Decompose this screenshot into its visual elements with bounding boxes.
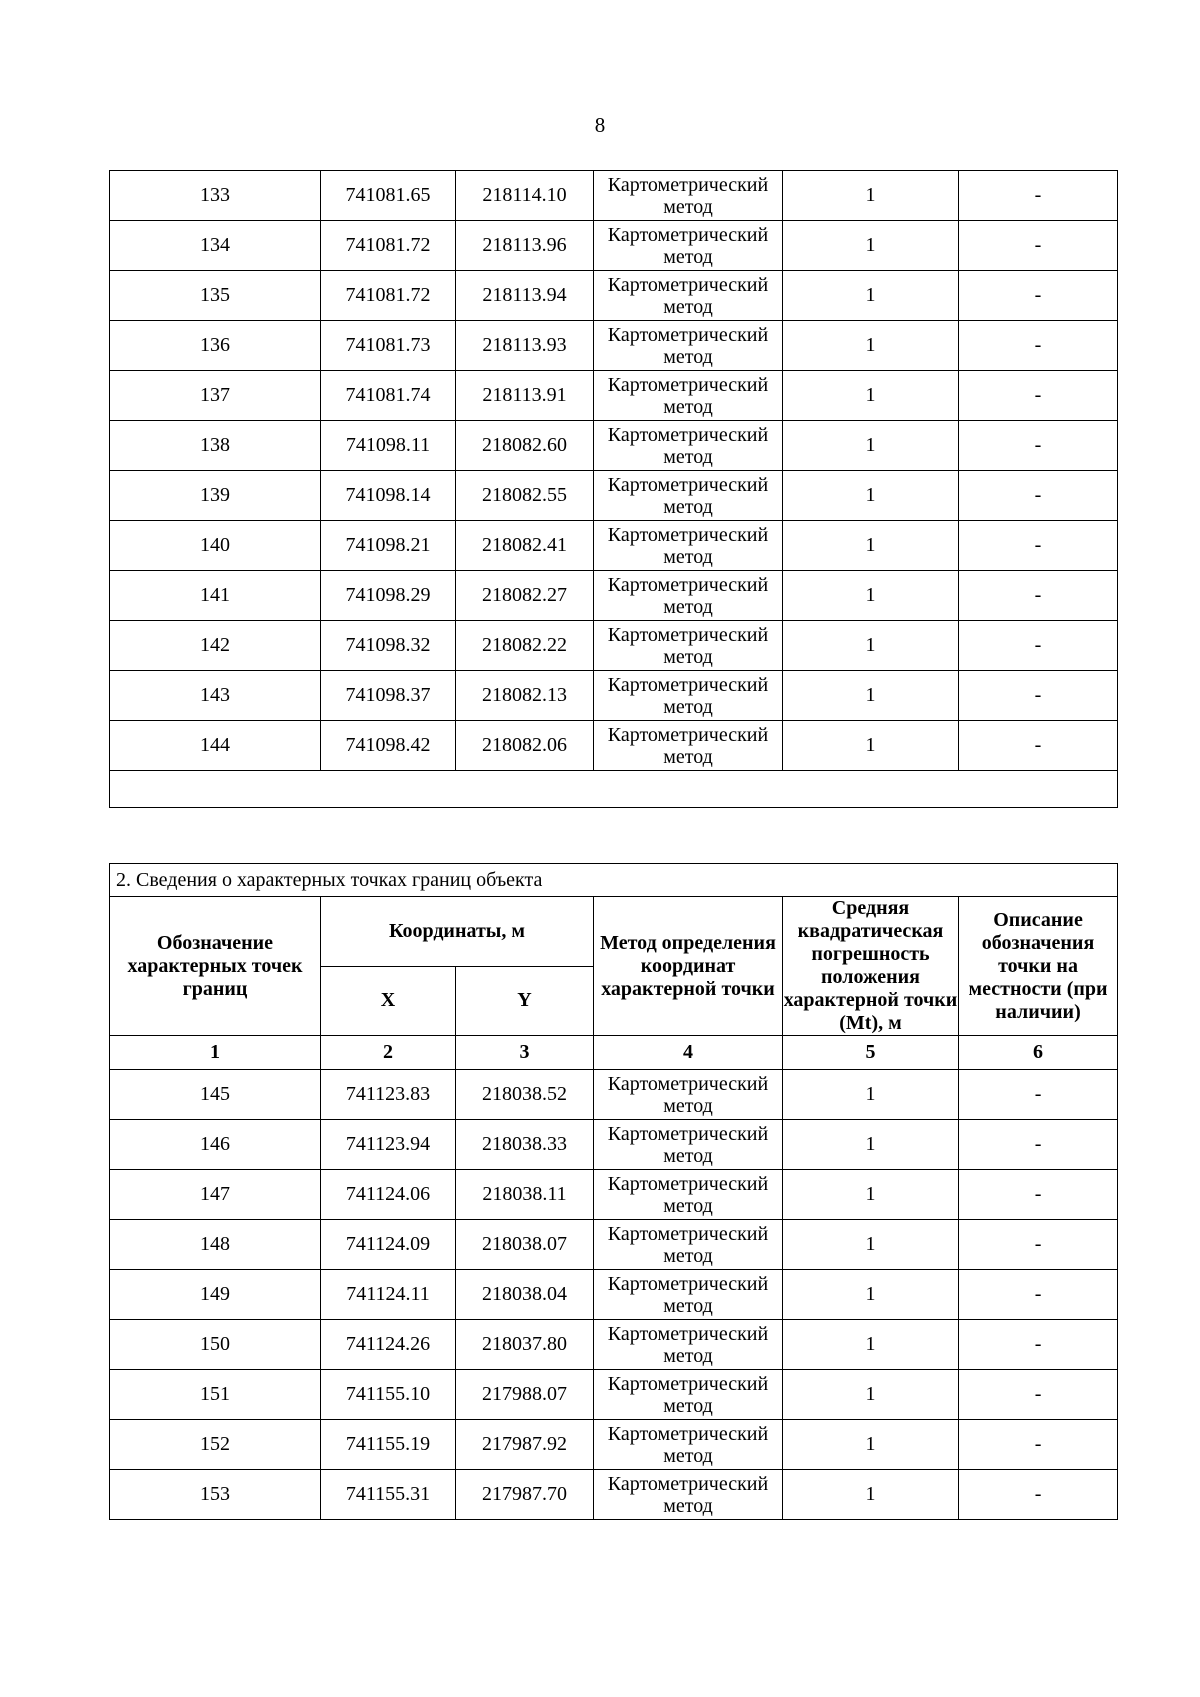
point-id-cell: 136 xyxy=(110,321,321,371)
point-id-cell: 135 xyxy=(110,271,321,321)
point-id-cell: 149 xyxy=(110,1270,321,1320)
mt-cell: 1 xyxy=(783,271,959,321)
method-cell: Картометрический метод xyxy=(594,1320,783,1370)
mt-cell: 1 xyxy=(783,721,959,771)
point-id-cell: 145 xyxy=(110,1070,321,1120)
header-y: Y xyxy=(456,966,594,1036)
y-coordinate-cell: 218038.11 xyxy=(456,1170,594,1220)
description-cell: - xyxy=(959,1070,1118,1120)
y-coordinate-cell: 218038.52 xyxy=(456,1070,594,1120)
method-cell: Картометрический метод xyxy=(594,1270,783,1320)
y-coordinate-cell: 218082.13 xyxy=(456,671,594,721)
mt-cell: 1 xyxy=(783,221,959,271)
table-row xyxy=(110,571,1118,621)
point-id-cell: 151 xyxy=(110,1370,321,1420)
description-cell: - xyxy=(959,1420,1118,1470)
table-row xyxy=(110,471,1118,521)
header-coordinates: Координаты, м xyxy=(321,897,594,967)
description-cell: - xyxy=(959,1320,1118,1370)
mt-cell: 1 xyxy=(783,1270,959,1320)
y-coordinate-cell: 218082.27 xyxy=(456,571,594,621)
x-coordinate-cell: 741098.14 xyxy=(321,471,456,521)
method-cell: Картометрический метод xyxy=(594,1370,783,1420)
y-coordinate-cell: 218113.96 xyxy=(456,221,594,271)
table-row xyxy=(110,271,1118,321)
method-cell: Картометрический метод xyxy=(594,1220,783,1270)
table-row xyxy=(110,671,1118,721)
mt-cell: 1 xyxy=(783,1170,959,1220)
y-coordinate-cell: 218082.06 xyxy=(456,721,594,771)
table-row xyxy=(110,1470,1118,1520)
y-coordinate-cell: 217987.70 xyxy=(456,1470,594,1520)
method-cell: Картометрический метод xyxy=(594,321,783,371)
method-cell: Картометрический метод xyxy=(594,721,783,771)
x-coordinate-cell: 741081.74 xyxy=(321,371,456,421)
y-coordinate-cell: 218082.60 xyxy=(456,421,594,471)
blank-row xyxy=(110,771,1118,808)
y-coordinate-cell: 218113.91 xyxy=(456,371,594,421)
point-id-cell: 138 xyxy=(110,421,321,471)
y-coordinate-cell: 218038.33 xyxy=(456,1120,594,1170)
x-coordinate-cell: 741081.65 xyxy=(321,171,456,221)
x-coordinate-cell: 741124.11 xyxy=(321,1270,456,1320)
table-row xyxy=(110,171,1118,221)
point-id-cell: 137 xyxy=(110,371,321,421)
point-id-cell: 146 xyxy=(110,1120,321,1170)
description-cell: - xyxy=(959,471,1118,521)
point-id-cell: 148 xyxy=(110,1220,321,1270)
column-number: 1 xyxy=(110,1036,321,1070)
description-cell: - xyxy=(959,671,1118,721)
description-cell: - xyxy=(959,621,1118,671)
x-coordinate-cell: 741155.31 xyxy=(321,1470,456,1520)
mt-cell: 1 xyxy=(783,371,959,421)
mt-cell: 1 xyxy=(783,1420,959,1470)
description-cell: - xyxy=(959,1170,1118,1220)
method-cell: Картометрический метод xyxy=(594,421,783,471)
method-cell: Картометрический метод xyxy=(594,1120,783,1170)
y-coordinate-cell: 218082.55 xyxy=(456,471,594,521)
x-coordinate-cell: 741155.10 xyxy=(321,1370,456,1420)
table-row xyxy=(110,1070,1118,1120)
method-cell: Картометрический метод xyxy=(594,1070,783,1120)
mt-cell: 1 xyxy=(783,1320,959,1370)
x-coordinate-cell: 741124.06 xyxy=(321,1170,456,1220)
blank-cell xyxy=(110,771,1118,808)
x-coordinate-cell: 741123.83 xyxy=(321,1070,456,1120)
mt-cell: 1 xyxy=(783,1070,959,1120)
point-id-cell: 141 xyxy=(110,571,321,621)
mt-cell: 1 xyxy=(783,521,959,571)
column-number: 5 xyxy=(783,1036,959,1070)
boundary-points-table xyxy=(109,863,1118,1520)
x-coordinate-cell: 741155.19 xyxy=(321,1420,456,1470)
description-cell: - xyxy=(959,321,1118,371)
table-row xyxy=(110,1320,1118,1370)
point-id-cell: 143 xyxy=(110,671,321,721)
column-number: 4 xyxy=(594,1036,783,1070)
y-coordinate-cell: 218114.10 xyxy=(456,171,594,221)
section-title: 2. Сведения о характерных точках границ объекта xyxy=(110,864,1118,897)
table-row xyxy=(110,1170,1118,1220)
mt-cell: 1 xyxy=(783,671,959,721)
method-cell: Картометрический метод xyxy=(594,471,783,521)
mt-cell: 1 xyxy=(783,1120,959,1170)
point-id-cell: 140 xyxy=(110,521,321,571)
method-cell: Картометрический метод xyxy=(594,621,783,671)
description-cell: - xyxy=(959,1220,1118,1270)
header-description: Описание обозначения точки на местности (при наличии) xyxy=(959,897,1118,1036)
column-number: 2 xyxy=(321,1036,456,1070)
method-cell: Картометрический метод xyxy=(594,571,783,621)
description-cell: - xyxy=(959,171,1118,221)
y-coordinate-cell: 218082.22 xyxy=(456,621,594,671)
x-coordinate-cell: 741098.11 xyxy=(321,421,456,471)
description-cell: - xyxy=(959,721,1118,771)
boundary-points-table-continued xyxy=(109,170,1118,808)
x-coordinate-cell: 741098.21 xyxy=(321,521,456,571)
x-coordinate-cell: 741081.73 xyxy=(321,321,456,371)
description-cell: - xyxy=(959,1370,1118,1420)
method-cell: Картометрический метод xyxy=(594,1420,783,1470)
x-coordinate-cell: 741098.37 xyxy=(321,671,456,721)
table-row xyxy=(110,1120,1118,1170)
description-cell: - xyxy=(959,1470,1118,1520)
header-method: Метод определения координат характерной точки xyxy=(594,897,783,1036)
mt-cell: 1 xyxy=(783,421,959,471)
table-row xyxy=(110,371,1118,421)
description-cell: - xyxy=(959,371,1118,421)
table-row xyxy=(110,1420,1118,1470)
y-coordinate-cell: 218038.07 xyxy=(456,1220,594,1270)
table-row xyxy=(110,1270,1118,1320)
point-id-cell: 150 xyxy=(110,1320,321,1370)
table-row xyxy=(110,221,1118,271)
mt-cell: 1 xyxy=(783,571,959,621)
y-coordinate-cell: 218037.80 xyxy=(456,1320,594,1370)
table-row xyxy=(110,1220,1118,1270)
method-cell: Картометрический метод xyxy=(594,371,783,421)
point-id-cell: 133 xyxy=(110,171,321,221)
header-mt: Средняя квадратическая погрешность положения характерной точки (Mt), м xyxy=(783,897,958,1034)
point-id-cell: 147 xyxy=(110,1170,321,1220)
page-number: 8 xyxy=(594,113,606,137)
column-number: 3 xyxy=(456,1036,594,1070)
method-cell: Картометрический метод xyxy=(594,521,783,571)
x-coordinate-cell: 741124.26 xyxy=(321,1320,456,1370)
method-cell: Картометрический метод xyxy=(594,271,783,321)
point-id-cell: 152 xyxy=(110,1420,321,1470)
method-cell: Картометрический метод xyxy=(594,671,783,721)
y-coordinate-cell: 218113.94 xyxy=(456,271,594,321)
mt-cell: 1 xyxy=(783,621,959,671)
method-cell: Картометрический метод xyxy=(594,1170,783,1220)
description-cell: - xyxy=(959,221,1118,271)
mt-cell: 1 xyxy=(783,321,959,371)
x-coordinate-cell: 741124.09 xyxy=(321,1220,456,1270)
mt-cell: 1 xyxy=(783,1220,959,1270)
method-cell: Картометрический метод xyxy=(594,221,783,271)
x-coordinate-cell: 741081.72 xyxy=(321,271,456,321)
table-row xyxy=(110,621,1118,671)
header-x: X xyxy=(321,966,456,1036)
table-row xyxy=(110,721,1118,771)
x-coordinate-cell: 741123.94 xyxy=(321,1120,456,1170)
mt-cell: 1 xyxy=(783,1370,959,1420)
table-row xyxy=(110,1370,1118,1420)
x-coordinate-cell: 741098.29 xyxy=(321,571,456,621)
y-coordinate-cell: 218038.04 xyxy=(456,1270,594,1320)
table-row xyxy=(110,321,1118,371)
point-id-cell: 134 xyxy=(110,221,321,271)
description-cell: - xyxy=(959,271,1118,321)
y-coordinate-cell: 218113.93 xyxy=(456,321,594,371)
y-coordinate-cell: 217987.92 xyxy=(456,1420,594,1470)
method-cell: Картометрический метод xyxy=(594,171,783,221)
description-cell: - xyxy=(959,1120,1118,1170)
header-designation: Обозначение характерных точек границ xyxy=(110,897,321,1036)
point-id-cell: 153 xyxy=(110,1470,321,1520)
table-row xyxy=(110,421,1118,471)
point-id-cell: 142 xyxy=(110,621,321,671)
column-number: 6 xyxy=(959,1036,1118,1070)
x-coordinate-cell: 741098.32 xyxy=(321,621,456,671)
mt-cell: 1 xyxy=(783,471,959,521)
description-cell: - xyxy=(959,421,1118,471)
mt-cell: 1 xyxy=(783,171,959,221)
y-coordinate-cell: 218082.41 xyxy=(456,521,594,571)
method-cell: Картометрический метод xyxy=(594,1470,783,1520)
description-cell: - xyxy=(959,521,1118,571)
description-cell: - xyxy=(959,571,1118,621)
description-cell: - xyxy=(959,1270,1118,1320)
x-coordinate-cell: 741081.72 xyxy=(321,221,456,271)
y-coordinate-cell: 217988.07 xyxy=(456,1370,594,1420)
point-id-cell: 139 xyxy=(110,471,321,521)
table-row xyxy=(110,521,1118,571)
x-coordinate-cell: 741098.42 xyxy=(321,721,456,771)
point-id-cell: 144 xyxy=(110,721,321,771)
mt-cell: 1 xyxy=(783,1470,959,1520)
